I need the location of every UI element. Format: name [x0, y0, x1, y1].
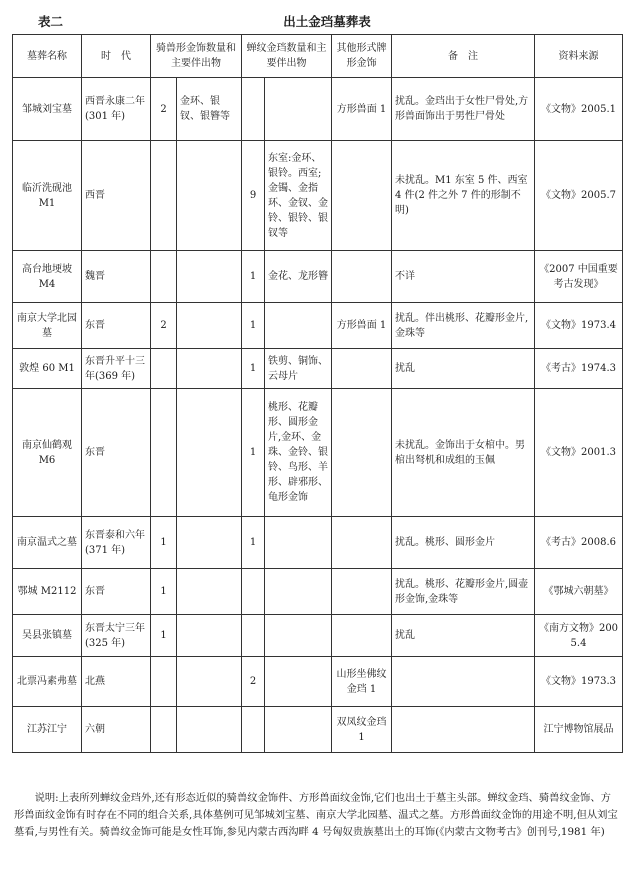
table-row	[13, 517, 623, 569]
cell-era: 东晋太宁三年(325 年)	[82, 615, 151, 657]
cell-source: 《文物》2005.1	[535, 78, 623, 141]
cell-cicada-items	[265, 303, 332, 349]
cell-rider-items	[177, 389, 242, 517]
table-row	[13, 657, 623, 707]
table-title: 出土金珰墓葬表	[283, 14, 371, 29]
cell-other	[332, 615, 392, 657]
cell-name: 高台地埂坡 M4	[13, 251, 82, 303]
cell-remark	[392, 657, 535, 707]
cell-rider-count: 2	[151, 303, 177, 349]
cell-rider-count: 1	[151, 615, 177, 657]
cell-cicada-items	[265, 569, 332, 615]
cell-name: 邹城刘宝墓	[13, 78, 82, 141]
cell-era: 北燕	[82, 657, 151, 707]
cell-remark: 未扰乱。M1 东室 5 件、西室 4 件(2 件之外 7 件的形制不明)	[392, 141, 535, 251]
cell-cicada-count	[242, 569, 265, 615]
col-header-rider: 骑兽形金饰数量和主要伴出物	[151, 35, 242, 78]
table-row	[13, 389, 623, 517]
cell-cicada-count: 2	[242, 657, 265, 707]
table-row	[13, 707, 623, 753]
cell-other	[332, 141, 392, 251]
cell-other: 方形兽面 1	[332, 303, 392, 349]
burial-table	[12, 34, 623, 753]
cell-cicada-count: 1	[242, 349, 265, 389]
cell-rider-count	[151, 657, 177, 707]
cell-source: 江宁博物馆展品	[535, 707, 623, 753]
cell-remark: 扰乱	[392, 349, 535, 389]
cell-other	[332, 517, 392, 569]
cell-rider-items	[177, 251, 242, 303]
cell-source: 《考古》1974.3	[535, 349, 623, 389]
cell-name: 吴县张镇墓	[13, 615, 82, 657]
cell-other	[332, 251, 392, 303]
cell-rider-count: 1	[151, 517, 177, 569]
cell-era: 魏晋	[82, 251, 151, 303]
cell-era: 东晋	[82, 569, 151, 615]
cell-source: 《2007 中国重要考古发现》	[535, 251, 623, 303]
cell-remark: 扰乱。桃形、圆形金片	[392, 517, 535, 569]
cell-source: 《文物》1973.4	[535, 303, 623, 349]
table-header	[0, 12, 634, 32]
cell-cicada-items: 金花、龙形簪	[265, 251, 332, 303]
cell-cicada-items	[265, 78, 332, 141]
cell-cicada-count	[242, 78, 265, 141]
cell-name: 临沂洗砚池 M1	[13, 141, 82, 251]
cell-era: 六朝	[82, 707, 151, 753]
cell-rider-count	[151, 141, 177, 251]
cell-rider-items: 金环、银钗、银簪等	[177, 78, 242, 141]
table-head-row	[13, 35, 623, 78]
cell-rider-items	[177, 517, 242, 569]
table-row	[13, 349, 623, 389]
cell-cicada-items: 铁剪、铜饰、云母片	[265, 349, 332, 389]
cell-cicada-items	[265, 517, 332, 569]
col-header-other: 其他形式牌形金饰	[332, 35, 392, 78]
cell-name: 敦煌 60 M1	[13, 349, 82, 389]
cell-cicada-count	[242, 707, 265, 753]
cell-remark: 扰乱。金珰出于女性尸骨处,方形兽面饰出于男性尸骨处	[392, 78, 535, 141]
cell-cicada-items: 东室:金环、银铃。西室;金镯、金指环、金钗、金铃、银铃、银钗等	[265, 141, 332, 251]
cell-rider-count: 2	[151, 78, 177, 141]
cell-rider-items	[177, 141, 242, 251]
cell-era: 东晋	[82, 389, 151, 517]
table-row	[13, 251, 623, 303]
cell-remark: 扰乱。伴出桃形、花瓣形金片,金珠等	[392, 303, 535, 349]
cell-other	[332, 569, 392, 615]
cell-rider-count	[151, 389, 177, 517]
table-row	[13, 141, 623, 251]
cell-rider-count	[151, 707, 177, 753]
cell-other: 山形坐佛纹金珰 1	[332, 657, 392, 707]
col-header-cicada: 蝉纹金珰数量和主要伴出物	[242, 35, 332, 78]
cell-rider-items	[177, 303, 242, 349]
cell-era: 西晋永康二年(301 年)	[82, 78, 151, 141]
cell-source: 《鄂城六朝墓》	[535, 569, 623, 615]
cell-rider-count	[151, 349, 177, 389]
table-note: 说明:上表所列蝉纹金珰外,还有形态近似的骑兽纹金饰件、方形兽面纹金饰,它们也出土于墓主头部。蝉纹金珰、骑兽纹金饰、方形兽面纹金饰有时存在不同的组合关系,具体墓例可见邹城刘宝墓、南京大学北园墓、温式之墓。方形兽面纹金饰的用途不明,但从刘宝墓看,与男性有关。骑兽纹金饰可能是女性耳饰,参见内蒙古西沟畔 4 号匈奴贵族墓出土的耳饰(《内蒙古文物考古》创刊号,1981 年)	[14, 792, 618, 839]
cell-name: 南京大学北园墓	[13, 303, 82, 349]
col-header-remark: 备 注	[392, 35, 535, 78]
cell-name: 南京仙鹤观 M6	[13, 389, 82, 517]
cell-other: 方形兽面 1	[332, 78, 392, 141]
cell-name: 江苏江宁	[13, 707, 82, 753]
cell-remark: 扰乱。桃形、花瓣形金片,圆壶形金饰,金珠等	[392, 569, 535, 615]
cell-cicada-items: 桃形、花瓣形、圆形金片,金环、金珠、金铃、银铃、鸟形、羊形、辟邪形、龟形金饰	[265, 389, 332, 517]
cell-rider-items	[177, 349, 242, 389]
cell-name: 南京温式之墓	[13, 517, 82, 569]
cell-other: 双凤纹金珰 1	[332, 707, 392, 753]
cell-remark: 不详	[392, 251, 535, 303]
cell-name: 鄂城 M2112	[13, 569, 82, 615]
cell-cicada-items	[265, 615, 332, 657]
cell-source: 《文物》2005.7	[535, 141, 623, 251]
table-row	[13, 78, 623, 141]
cell-era: 东晋升平十三年(369 年)	[82, 349, 151, 389]
cell-cicada-count: 1	[242, 389, 265, 517]
cell-source: 《文物》2001.3	[535, 389, 623, 517]
cell-source: 《南方文物》2005.4	[535, 615, 623, 657]
col-header-source: 资料来源	[535, 35, 623, 78]
cell-cicada-count: 1	[242, 251, 265, 303]
cell-era: 西晋	[82, 141, 151, 251]
cell-cicada-count: 1	[242, 517, 265, 569]
table-row	[13, 615, 623, 657]
cell-rider-count: 1	[151, 569, 177, 615]
cell-rider-items	[177, 707, 242, 753]
cell-era: 东晋泰和六年(371 年)	[82, 517, 151, 569]
cell-rider-items	[177, 615, 242, 657]
cell-other	[332, 389, 392, 517]
cell-rider-items	[177, 657, 242, 707]
cell-other	[332, 349, 392, 389]
cell-source: 《考古》2008.6	[535, 517, 623, 569]
cell-cicada-count: 9	[242, 141, 265, 251]
col-header-era: 时 代	[82, 35, 151, 78]
cell-cicada-count	[242, 615, 265, 657]
cell-cicada-count: 1	[242, 303, 265, 349]
cell-era: 东晋	[82, 303, 151, 349]
cell-source: 《文物》1973.3	[535, 657, 623, 707]
cell-rider-count	[151, 251, 177, 303]
cell-cicada-items	[265, 657, 332, 707]
cell-remark	[392, 707, 535, 753]
cell-remark: 未扰乱。金饰出于女棺中。男棺出弩机和成组的玉佩	[392, 389, 535, 517]
cell-rider-items	[177, 569, 242, 615]
cell-remark: 扰乱	[392, 615, 535, 657]
table-number: 表二	[38, 14, 64, 29]
table-row	[13, 303, 623, 349]
col-header-name: 墓葬名称	[13, 35, 82, 78]
cell-cicada-items	[265, 707, 332, 753]
table-row	[13, 569, 623, 615]
cell-name: 北票冯素弗墓	[13, 657, 82, 707]
